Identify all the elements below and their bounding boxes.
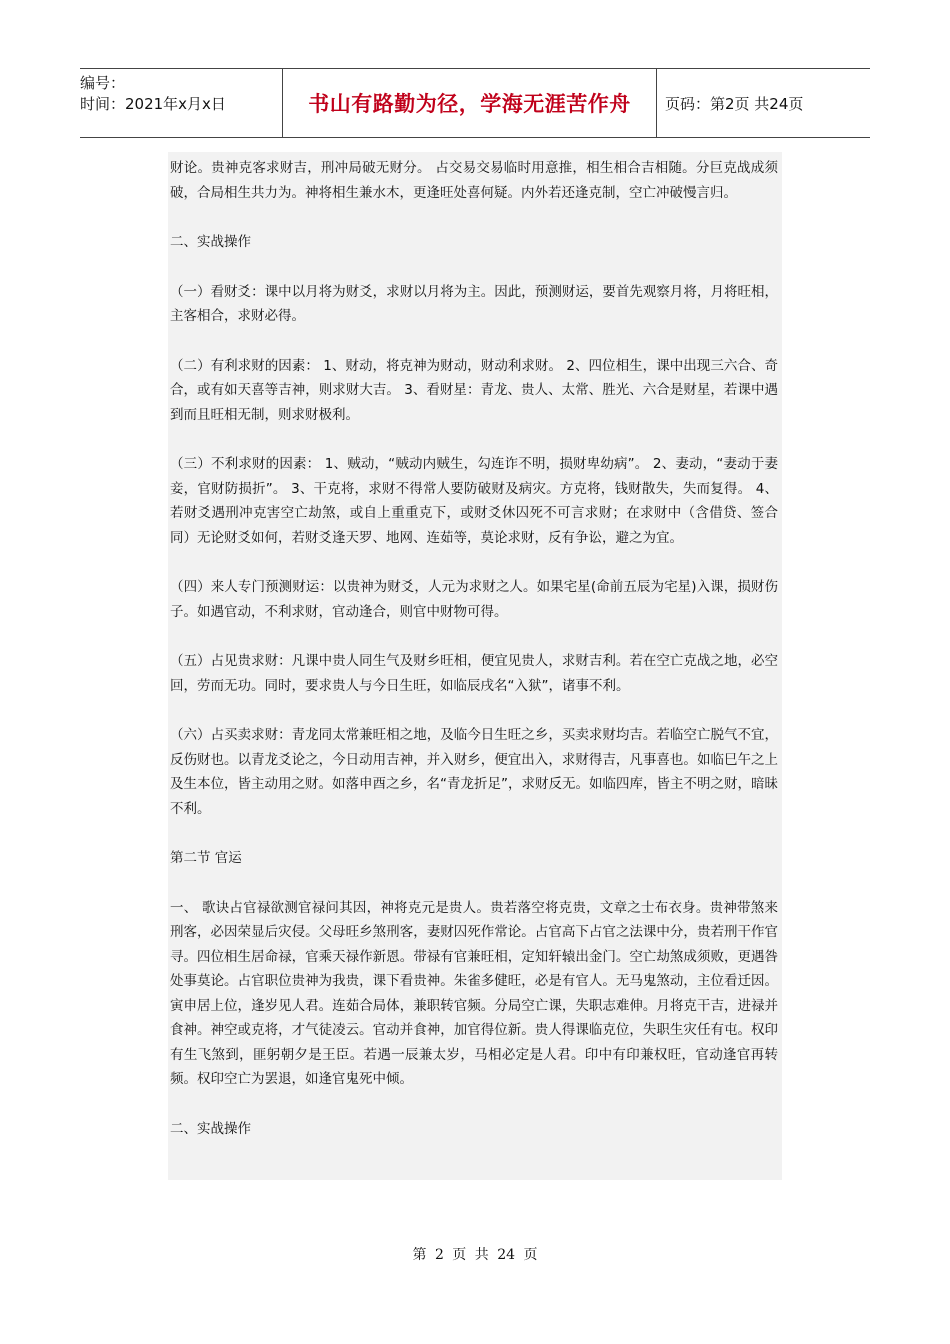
document-time-label: 时间：2021年x月x日 — [80, 95, 226, 113]
paragraph-favorable-factors: （二）有利求财的因素： 1、财动，将克神为财动，财动利求财。 2、四位相生，课中出现三六合、奇合，或有如天喜等吉神，则求财大吉。 3、看财星：青龙、贵人、太常、胜光、六合是财星，若课中遇到而且旺相无制，则求财极利。 — [170, 357, 778, 423]
section-heading-official-fortune: 第二节 官运 — [170, 850, 242, 866]
document-number-label: 编号： — [80, 74, 126, 92]
header-motto: 书山有路勤为径，学海无涯苦作舟 — [282, 69, 657, 137]
header-meta — [80, 69, 282, 137]
paragraph-wealth-verse-end: 财论。贵神克客求财吉，刑冲局破无财分。 占交易交易临时用意推，相生相合吉相随。分巨克战成须破，合局相生共力为。神将相生兼水木，更逢旺处喜何疑。内外若还逢克制，空亡冲破慢言归。 — [170, 160, 778, 201]
paragraph-official-verse: 一、 歌诀占官禄欲测官禄问其因，神将克元是贵人。贵若落空将克贵，文章之士布衣身。贵神带煞来刑客，必因荣显后灾侵。父母旺乡煞刑客，妻财囚死作常论。占官高下占官之法课中分，贵若刑干作官寻。四位相生居命禄，官乘天禄作新恩。带禄有官兼旺相，定知轩辕出金门。空亡劫煞成须败，更遇咎处事莫论。占官职位贵神为我贵，课下看贵神。朱雀多健旺，必是有官人。无马鬼煞动，主位看迁因。寅申居上位，逢岁见人君。连茹合局体，兼职转官频。分局空亡课，失职志难伸。月将克干吉，进禄并食神。神空或克将，才气徒凌云。官动并食神，加官得位新。贵人得课临克位，失职生灾任有屯。权印有生飞煞到，匪躬朝夕是王臣。若遇一辰兼太岁，马相必定是人君。印中有印兼权旺，官动逢官再转频。权印空亡为罢退，如逢官鬼死中倾。 — [170, 899, 778, 1087]
page-header — [80, 68, 870, 138]
paragraph-trade-wealth: （六）占买卖求财：青龙同太常兼旺相之地，及临今日生旺之乡，买卖求财均吉。若临空亡脱气不宜，反伤财也。以青龙爻论之，今日动用吉神，并入财乡，便宜出入，求财得吉，凡事喜也。如临巳午之上及生本位，皆主动用之财。如落申酉之乡，名“青龙折足”，求财反无。如临四库，皆主不明之财，暗昧不利。 — [170, 727, 778, 817]
page-footer: 第 2 页 共 24 页 — [412, 1247, 538, 1263]
section-heading-practice-2: 二、实战操作 — [170, 1120, 251, 1137]
header-page-number: 页码：第2页 共24页 — [665, 94, 804, 113]
paragraph-meet-noble: （五）占见贵求财：凡课中贵人同生气及财乡旺相，便宜见贵人，求财吉利。若在空亡克战之地，必空回，劳而无功。同时，要求贵人与今日生旺，如临辰戌名“入狱”，诸事不利。 — [170, 653, 778, 694]
paragraph-special-forecast: （四）来人专门预测财运：以贵神为财爻，人元为求财之人。如果宅星(命前五辰为宅星)入课，损财伤子。如遇官动，不利求财，官动逢合，则官中财物可得。 — [170, 579, 778, 620]
section-heading-practice: 二、实战操作 — [170, 234, 251, 250]
document-body — [168, 152, 782, 1180]
paragraph-unfavorable-factors: （三）不利求财的因素： 1、贼动，“贼动内贼生，勾连诈不明，损财卑幼病”。 2、妻动，“妻动于妻妾，官财防损折”。 3、干克将，求财不得常人要防破财及病灾。方克将，钱财散失，失而复得。 4、若财爻遇刑冲克害空亡劫煞，或自上重重克下，或财爻休囚死不可言求财；在求财中（含借贷、签合同）无论财爻如何，若财爻逢天罗、地网、连茹等，莫论求财，反有争讼，避之为宜。 — [170, 456, 778, 546]
paragraph-wealth-yao: （一）看财爻：课中以月将为财爻，求财以月将为主。因此，预测财运，要首先观察月将，月将旺相，主客相合，求财必得。 — [170, 283, 778, 324]
